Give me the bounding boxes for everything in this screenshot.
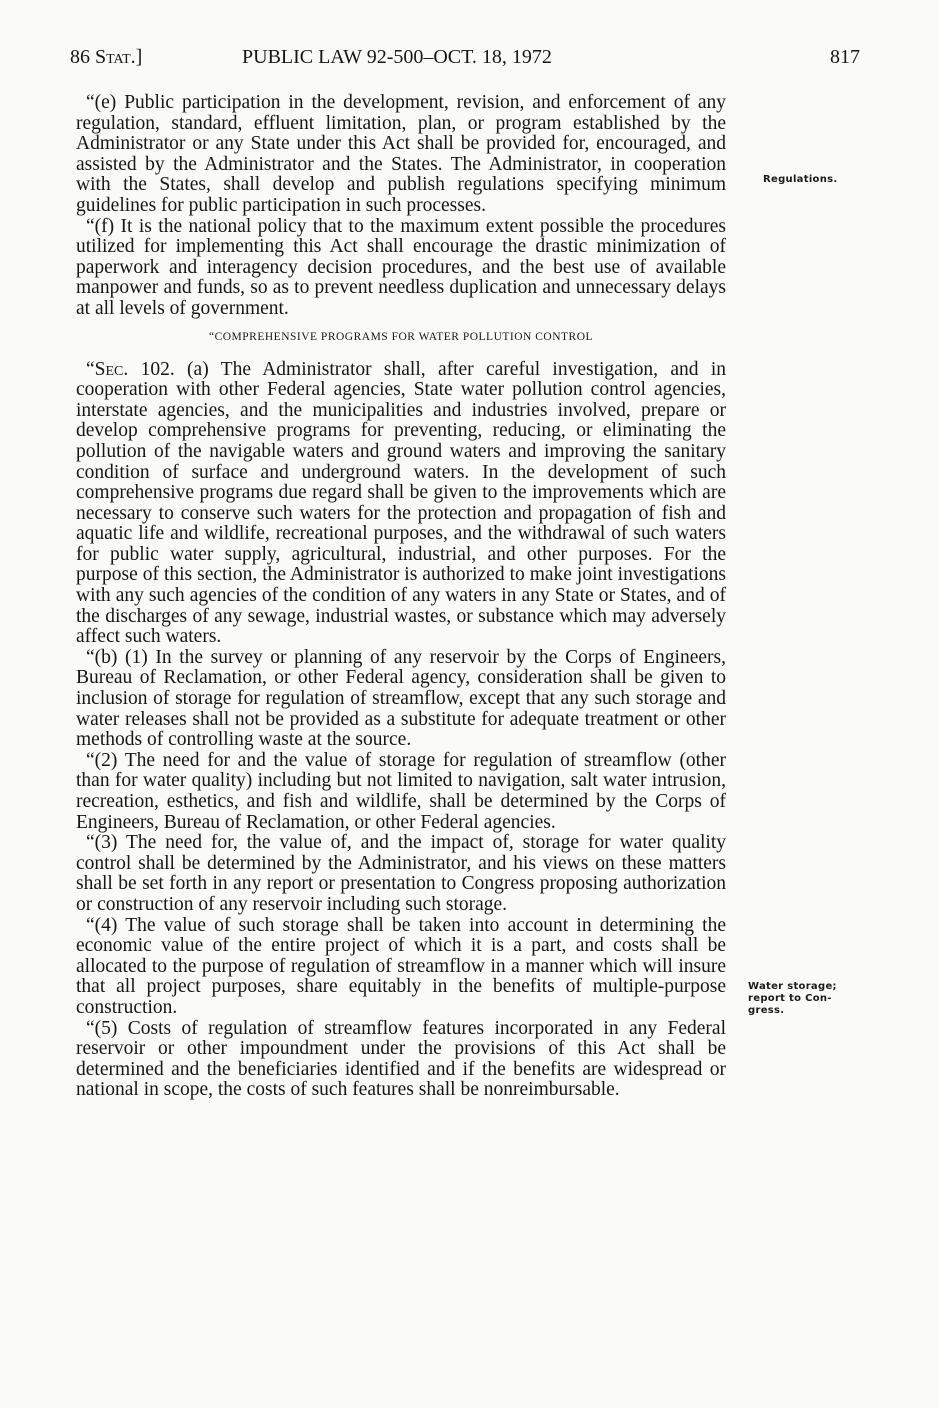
paragraph-e: “(e) Public participation in the development, revision, and enforcement of any regulation, standard, effluent limitation, plan, or program established by the Administrator or any State under this Act shall be provided for, encouraged, and assisted by the Administrator and the States. The Administrator, in cooperation with the States, shall develop and publish regulations specifying minimum guidelines for public participation in such processes. (76, 92, 726, 216)
margin-note-line: gress. (748, 1005, 785, 1016)
body-text (76, 93, 726, 1101)
header-title: PUBLIC LAW 92-500–OCT. 18, 1972 (242, 46, 552, 68)
paragraph-b2: “(2) The need for and the value of storage for regulation of streamflow (other than for water quality) including but not limited to navigation, salt water intrusion, recreation, esthetics, and fish and wildlife, shall be determined by the Corps of Engineers, Bureau of Reclamation, or other Federal agencies. (76, 749, 726, 833)
paragraph-102a (76, 360, 726, 648)
header-stat: 86 Stat. (70, 46, 136, 68)
paragraph-b3: “(3) The need for, the value of, and the impact of, storage for water quality control shall be determined by the Administrator, and his views on these matters shall be set forth in any report or presentation to Congress proposing authorization or construction of any reservoir including such storage. (76, 832, 726, 915)
page-number: 817 (830, 46, 860, 68)
running-header (70, 46, 860, 76)
margin-note-regulations: Regulations. (763, 174, 838, 185)
margin-note-water-storage (748, 981, 868, 1017)
header-bracket: ] (135, 46, 143, 68)
paragraph-b1: “(b) (1) In the survey or planning of any reservoir by the Corps of Engineers, Bureau of Reclamation, or other Federal agency, consideration shall be given to inclusion of storage for regulation of streamflow, except that any such storage and water releases shall not be provided as a substitute for adequate treatment or other methods of controlling waste at the source. (76, 646, 726, 751)
paragraph-f: “(f) It is the national policy that to the maximum extent possible the procedures utilized for implementing this Act shall encourage the drastic minimization of paperwork and interagency decision procedures, and the best use of available manpower and funds, so as to prevent needless duplication and unnecessary delays at all levels of government. (76, 215, 726, 319)
margin-note-line: Water storage; (748, 981, 837, 992)
header-citation (70, 46, 142, 69)
paragraph-b4: “(4) The value of such storage shall be taken into account in determining the economic value of the entire project of which it is a part, and costs shall be allocated to the purpose of regulation of streamflow in a manner which will insure that all project purposes, share equitably in the benefits of multiple-purpose construction. (76, 914, 726, 1018)
paragraph-b5: “(5) Costs of regulation of streamflow features incorporated in any Federal reservoir or other impoundment under the provisions of this Act shall be determined and the beneficiaries identified and if the benefits are widespread or national in scope, the costs of such features shall be nonreimbursable. (76, 1017, 726, 1101)
section-heading: “COMPREHENSIVE PROGRAMS FOR WATER POLLUTION CONTROL (208, 330, 594, 343)
section-label: “Sec. 102. (86, 358, 175, 380)
paragraph-102a-text: (a) The Administrator shall, after careful investigation, and in cooperation with other Federal agencies, State water pollution control agencies, interstate agencies, and the municipalities and industries involved, prepare or develop comprehensive programs for preventing, reducing, or eliminating the pollution of the navigable waters and ground waters and improving the sanitary condition of surface and underground waters. In the development of such comprehensive programs due regard shall be given to the improvements which are necessary to conserve such waters for the protection and propagation of fish and aquatic life and wildlife, recreational purposes, and the withdrawal of such waters for public water supply, agricultural, industrial, and other purposes. For the purpose of this section, the Administrator is authorized to make joint investigations with any such agencies of the condition of any waters in any State or States, and of the discharges of any sewage, industrial wastes, or substance which may adversely affect such waters. (76, 358, 727, 648)
margin-note-line: report to Con- (748, 993, 832, 1004)
